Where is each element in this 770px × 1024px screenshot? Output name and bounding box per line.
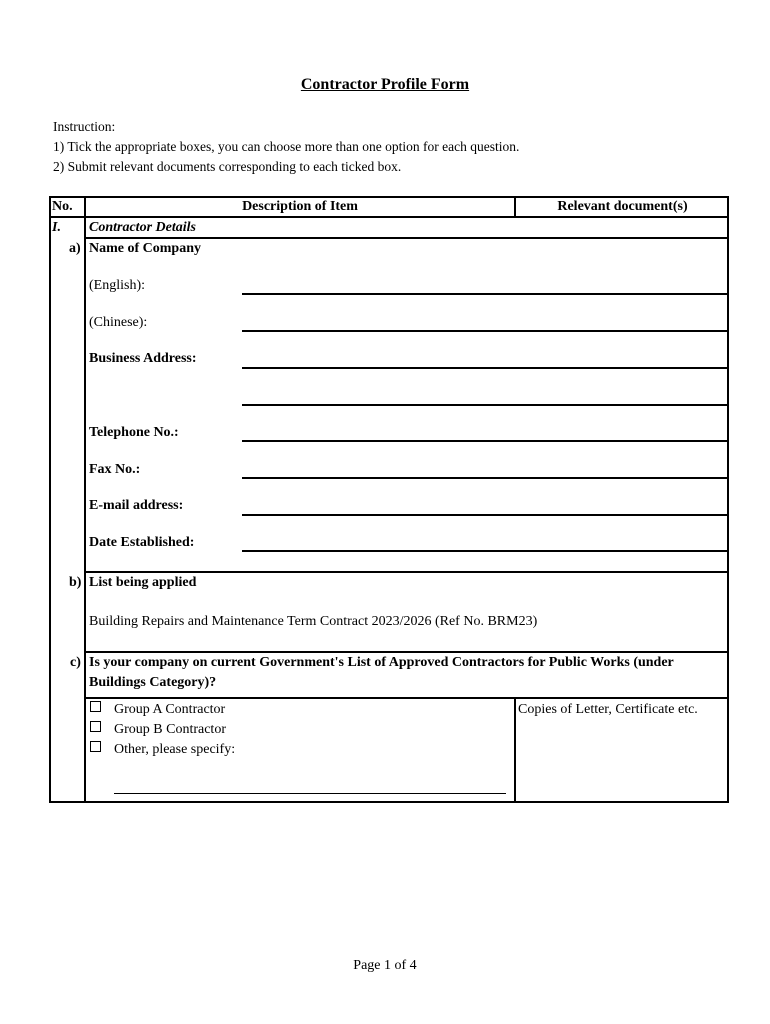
english-name-field[interactable] — [242, 293, 727, 295]
business-address-label: Business Address: — [89, 351, 197, 366]
row-c-documents: Copies of Letter, Certificate etc. — [518, 702, 698, 717]
section-number: I. — [52, 220, 61, 235]
business-address-field-1[interactable] — [242, 367, 727, 369]
group-b-label: Group B Contractor — [114, 722, 226, 737]
telephone-label: Telephone No.: — [89, 425, 179, 440]
header-no: No. — [52, 199, 73, 214]
other-label: Other, please specify: — [114, 742, 236, 757]
group-b-checkbox[interactable] — [90, 721, 101, 732]
row-c-question-line-2: Buildings Category)? — [89, 675, 217, 690]
date-established-field[interactable] — [242, 550, 727, 552]
row-c-question-line-1: Is your company on current Government's List of Approved Contractors for Public Works (under — [89, 655, 674, 670]
header-divider — [49, 216, 729, 218]
instruction-line-1: 1) Tick the appropriate boxes, you can choose more than one option for each question. — [53, 139, 520, 154]
row-b-letter: b) — [69, 575, 82, 590]
header-description: Description of Item — [242, 199, 358, 214]
fax-field[interactable] — [242, 477, 727, 479]
other-checkbox[interactable] — [90, 741, 101, 752]
row-a-letter: a) — [69, 241, 81, 256]
no-column-divider — [84, 196, 86, 803]
row-b-divider — [85, 651, 729, 653]
row-c-divider — [85, 697, 729, 699]
business-address-field-2[interactable] — [242, 404, 727, 406]
row-c-doc-divider — [514, 698, 516, 803]
section-label: Contractor Details — [89, 220, 196, 235]
chinese-name-label: (Chinese): — [89, 315, 148, 330]
header-documents: Relevant document(s) — [557, 199, 688, 214]
instruction-heading: Instruction: — [53, 119, 116, 134]
group-a-label: Group A Contractor — [114, 702, 226, 717]
telephone-field[interactable] — [242, 440, 727, 442]
page-number: Page 1 of 4 — [353, 958, 417, 973]
row-c-letter: c) — [70, 655, 81, 670]
row-a-divider — [85, 571, 729, 573]
group-a-checkbox[interactable] — [90, 701, 101, 712]
email-field[interactable] — [242, 514, 727, 516]
date-established-label: Date Established: — [89, 535, 195, 550]
email-label: E-mail address: — [89, 498, 184, 513]
instruction-line-2: 2) Submit relevant documents corresponding to each ticked box. — [53, 159, 402, 174]
other-specify-field[interactable] — [114, 793, 506, 794]
row-a-label: Name of Company — [89, 241, 201, 256]
list-applied-value: Building Repairs and Maintenance Term Contract 2023/2026 (Ref No. BRM23) — [89, 614, 538, 629]
page-title: Contractor Profile Form — [300, 76, 470, 93]
row-b-label: List being applied — [89, 575, 197, 590]
section-divider — [85, 237, 729, 239]
chinese-name-field[interactable] — [242, 330, 727, 332]
fax-label: Fax No.: — [89, 462, 141, 477]
english-name-label: (English): — [89, 278, 145, 293]
